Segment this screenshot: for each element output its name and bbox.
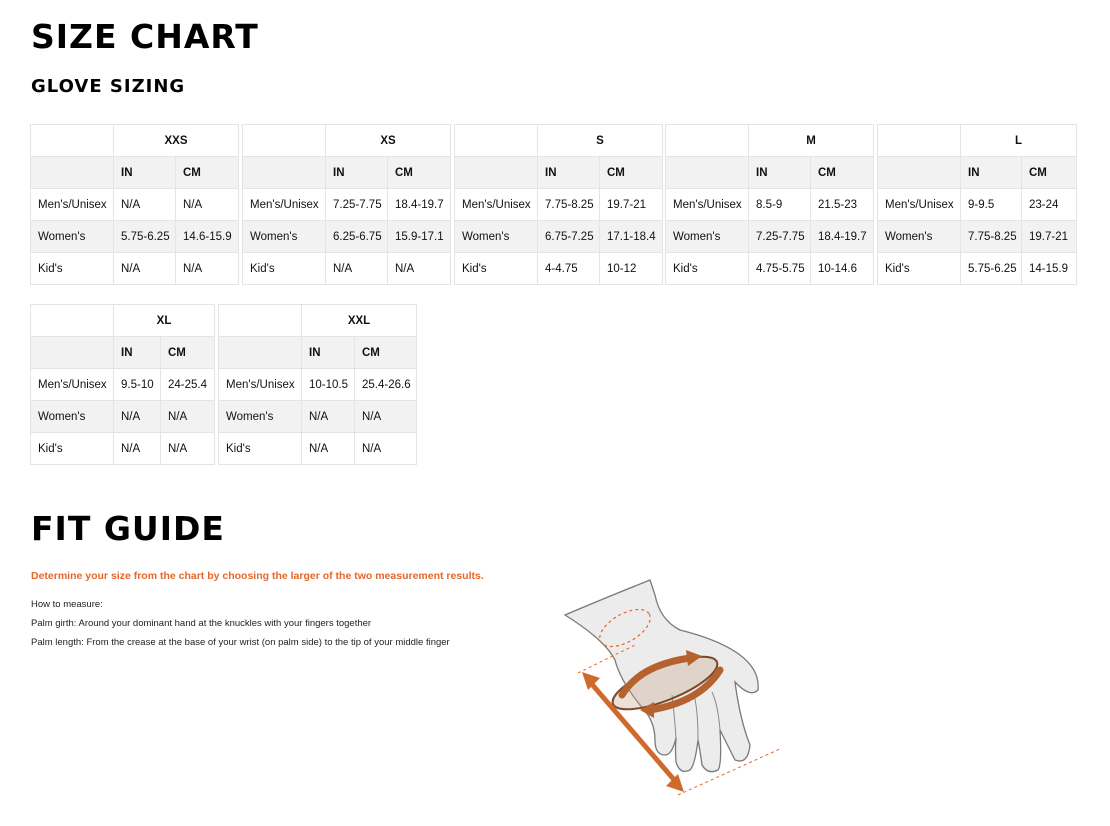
in-value: N/A [114,433,161,465]
row-label: Men's/Unisex [31,189,114,221]
size-table-xxs [30,124,239,285]
corner-cell [878,157,961,189]
cm-value: 10-12 [600,253,663,285]
cm-value: N/A [176,253,239,285]
table-row [31,189,239,221]
size-header-row [31,305,215,337]
row-label: Kid's [219,433,302,465]
palm-length-instruction: Palm length: From the crease at the base of your wrist (on palm side) to the tip of your middle finger [31,637,450,648]
table-row [666,189,874,221]
how-to-measure-label: How to measure: [31,599,103,610]
cm-value: 14.6-15.9 [176,221,239,253]
unit-header-row [31,337,215,369]
unit-cm-header: CM [388,157,451,189]
corner-cell [878,125,961,157]
size-header-row [666,125,874,157]
in-value: 8.5-9 [749,189,811,221]
unit-in-header: IN [961,157,1022,189]
table-row [219,401,417,433]
in-value: 7.25-7.75 [749,221,811,253]
cm-value: N/A [355,401,417,433]
in-value: 4-4.75 [538,253,600,285]
cm-value: 23-24 [1022,189,1077,221]
size-header-row [878,125,1077,157]
unit-in-header: IN [749,157,811,189]
corner-cell [31,305,114,337]
in-value: 7.75-8.25 [961,221,1022,253]
unit-header-row [219,337,417,369]
cm-value: N/A [355,433,417,465]
size-table-l [877,124,1077,285]
corner-cell [243,125,326,157]
glove-sizing-subtitle: GLOVE SIZING [31,76,186,97]
size-label: M [749,125,874,157]
in-value: N/A [302,433,355,465]
fit-guide-title: FIT GUIDE [31,509,225,548]
row-label: Men's/Unisex [878,189,961,221]
unit-in-header: IN [114,157,176,189]
table-row [219,369,417,401]
in-value: N/A [114,401,161,433]
size-table-xxl [218,304,417,465]
table-row [31,253,239,285]
in-value: N/A [114,189,176,221]
size-label: L [961,125,1077,157]
in-value: 10-10.5 [302,369,355,401]
row-label: Women's [243,221,326,253]
size-table-m [665,124,874,285]
size-header-row [31,125,239,157]
in-value: N/A [114,253,176,285]
cm-value: 24-25.4 [161,369,215,401]
table-row [455,253,663,285]
unit-cm-header: CM [161,337,215,369]
corner-cell [219,337,302,369]
unit-cm-header: CM [811,157,874,189]
in-value: N/A [326,253,388,285]
row-label: Men's/Unisex [219,369,302,401]
hand-measurement-illustration-icon [560,570,800,810]
row-label: Women's [31,221,114,253]
cm-value: N/A [161,401,215,433]
corner-cell [31,125,114,157]
table-row [878,221,1077,253]
corner-cell [666,125,749,157]
row-label: Kid's [31,253,114,285]
table-row [31,369,215,401]
unit-cm-header: CM [600,157,663,189]
in-value: 5.75-6.25 [961,253,1022,285]
corner-cell [666,157,749,189]
table-row [666,221,874,253]
table-row [666,253,874,285]
row-label: Men's/Unisex [31,369,114,401]
in-value: 9-9.5 [961,189,1022,221]
cm-value: 19.7-21 [1022,221,1077,253]
corner-cell [31,337,114,369]
unit-header-row [31,157,239,189]
table-row [31,221,239,253]
in-value: 9.5-10 [114,369,161,401]
table-row [219,433,417,465]
cm-value: 21.5-23 [811,189,874,221]
unit-in-header: IN [326,157,388,189]
table-row [31,433,215,465]
row-label: Men's/Unisex [666,189,749,221]
cm-value: N/A [176,189,239,221]
size-chart-title: SIZE CHART [31,17,259,56]
row-label: Women's [878,221,961,253]
in-value: 7.25-7.75 [326,189,388,221]
corner-cell [243,157,326,189]
cm-value: 18.4-19.7 [388,189,451,221]
cm-value: 18.4-19.7 [811,221,874,253]
cm-value: 14-15.9 [1022,253,1077,285]
row-label: Kid's [878,253,961,285]
in-value: 7.75-8.25 [538,189,600,221]
unit-header-row [455,157,663,189]
size-header-row [455,125,663,157]
row-label: Kid's [31,433,114,465]
palm-girth-instruction: Palm girth: Around your dominant hand at the knuckles with your fingers together [31,618,372,629]
in-value: 5.75-6.25 [114,221,176,253]
unit-in-header: IN [538,157,600,189]
row-label: Men's/Unisex [455,189,538,221]
size-label: XXL [302,305,417,337]
corner-cell [455,157,538,189]
size-label: XS [326,125,451,157]
cm-value: N/A [161,433,215,465]
cm-value: N/A [388,253,451,285]
size-header-row [243,125,451,157]
in-value: N/A [302,401,355,433]
corner-cell [455,125,538,157]
cm-value: 25.4-26.6 [355,369,417,401]
cm-value: 15.9-17.1 [388,221,451,253]
row-label: Kid's [666,253,749,285]
unit-header-row [878,157,1077,189]
cm-value: 10-14.6 [811,253,874,285]
table-row [243,189,451,221]
size-label: S [538,125,663,157]
table-row [243,253,451,285]
size-table-s [454,124,663,285]
row-label: Women's [219,401,302,433]
table-row [455,189,663,221]
table-row [31,401,215,433]
size-header-row [219,305,417,337]
table-row [878,253,1077,285]
row-label: Women's [455,221,538,253]
corner-cell [31,157,114,189]
row-label: Women's [31,401,114,433]
in-value: 4.75-5.75 [749,253,811,285]
table-row [878,189,1077,221]
row-label: Men's/Unisex [243,189,326,221]
size-label: XL [114,305,215,337]
cm-value: 17.1-18.4 [600,221,663,253]
unit-cm-header: CM [355,337,417,369]
row-label: Kid's [243,253,326,285]
size-label: XXS [114,125,239,157]
unit-in-header: IN [114,337,161,369]
size-table-xs [242,124,451,285]
in-value: 6.25-6.75 [326,221,388,253]
unit-header-row [243,157,451,189]
in-value: 6.75-7.25 [538,221,600,253]
cm-value: 19.7-21 [600,189,663,221]
size-table-xl [30,304,215,465]
table-row [455,221,663,253]
fit-guide-highlight: Determine your size from the chart by choosing the larger of the two measurement results. [31,570,484,582]
corner-cell [219,305,302,337]
row-label: Kid's [455,253,538,285]
unit-cm-header: CM [176,157,239,189]
row-label: Women's [666,221,749,253]
unit-header-row [666,157,874,189]
unit-cm-header: CM [1022,157,1077,189]
unit-in-header: IN [302,337,355,369]
table-row [243,221,451,253]
